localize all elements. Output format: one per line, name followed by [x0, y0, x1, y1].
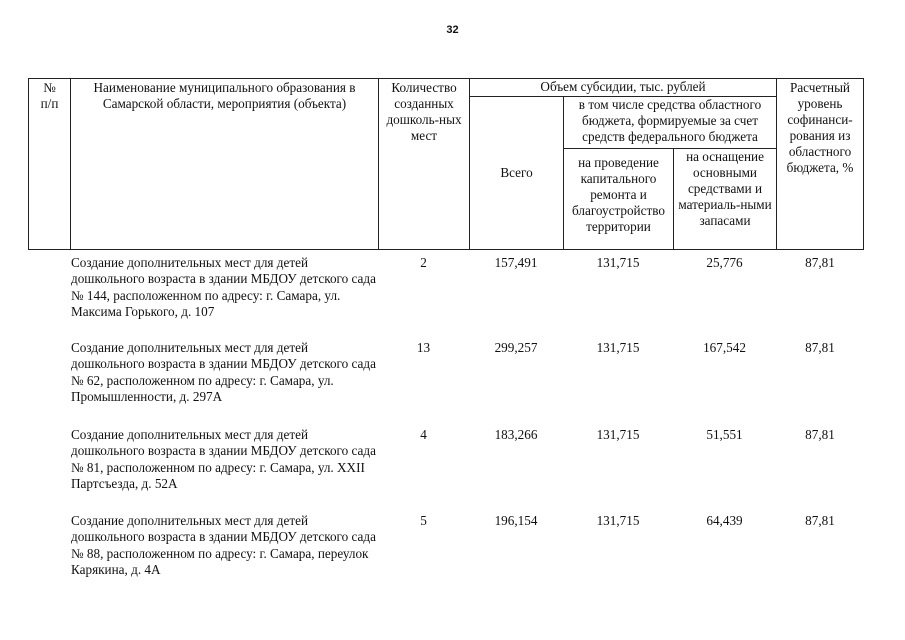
row-1-repair: 131,715 — [596, 255, 640, 270]
header-equip: на оснащение основными средствами и материаль-ными запасами — [673, 148, 776, 250]
row-2-places: 13 — [416, 340, 431, 355]
row-4-equip: 64,439 — [706, 513, 743, 528]
row-1-name: Создание дополнительных мест для детей дошкольного возраста в здании МБДОУ детского сада № 144, расположенном по адресу: г. Самара, ул. Максима Горького, д. 107 — [71, 255, 376, 320]
header-level: Расчетный уровень софинанси-рования из областного бюджета, % — [776, 78, 864, 250]
row-4-total: 196,154 — [494, 513, 538, 528]
header-places: Количество созданных дошколь-ных мест — [378, 78, 469, 250]
row-1-equip: 25,776 — [706, 255, 743, 270]
row-3-total: 183,266 — [494, 427, 538, 442]
header-federal: в том числе средства областного бюджета, формируемые за счет средств федерального бюджета — [563, 96, 776, 148]
header-num: № п/п — [28, 78, 70, 250]
row-1-places: 2 — [420, 255, 427, 270]
row-2-level: 87,81 — [805, 340, 835, 355]
row-4-level: 87,81 — [805, 513, 835, 528]
row-1-level: 87,81 — [805, 255, 835, 270]
row-1-total: 157,491 — [494, 255, 538, 270]
row-3-equip: 51,551 — [706, 427, 743, 442]
header-total — [469, 96, 563, 250]
row-3-places: 4 — [420, 427, 427, 442]
row-2-name: Создание дополнительных мест для детей дошкольного возраста в здании МБДОУ детского сада № 62, расположенном по адресу: г. Самара, ул. Промышленности, д. 297А — [71, 340, 376, 405]
header-subsidy: Объем субсидии, тыс. рублей — [469, 78, 776, 96]
row-3-repair: 131,715 — [596, 427, 640, 442]
row-2-equip: 167,542 — [703, 340, 746, 355]
header-name: Наименование муниципального образования в Самарской области, мероприятия (объекта) — [70, 78, 378, 250]
row-3-name: Создание дополнительных мест для детей дошкольного возраста в здании МБДОУ детского сада № 81, расположенном по адресу: г. Самара, ул. XXII Партсъезда, д. 52А — [71, 427, 376, 492]
header-total-text: Всего — [500, 165, 533, 180]
row-2-total: 299,257 — [494, 340, 538, 355]
row-4-places: 5 — [420, 513, 427, 528]
header-repair: на проведение капитального ремонта и благоустройство территории — [563, 148, 673, 250]
row-2-repair: 131,715 — [596, 340, 640, 355]
page-number: 32 — [446, 24, 459, 36]
row-4-repair: 131,715 — [596, 513, 640, 528]
row-4-name: Создание дополнительных мест для детей дошкольного возраста в здании МБДОУ детского сада № 88, расположенном по адресу: г. Самара, переулок Карякина, д. 4А — [71, 513, 376, 578]
row-3-level: 87,81 — [805, 427, 835, 442]
